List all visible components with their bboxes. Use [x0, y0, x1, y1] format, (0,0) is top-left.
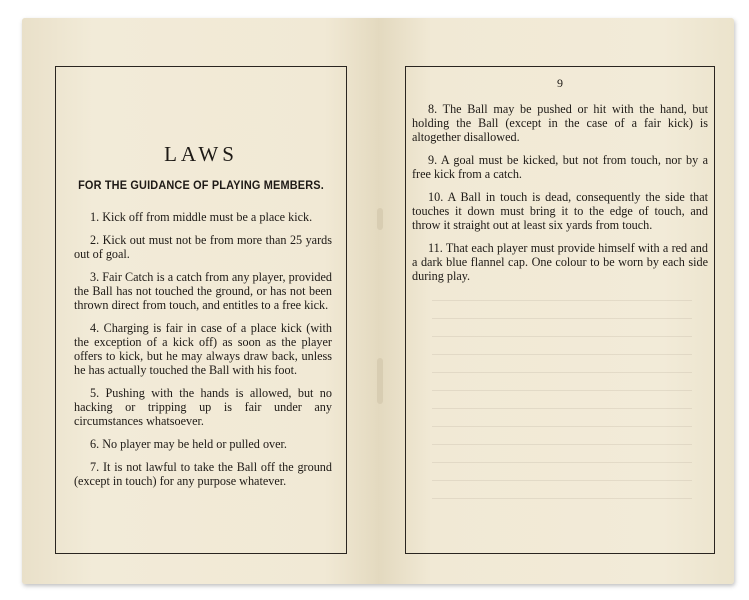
booklet [22, 18, 734, 584]
law-item: 1. Kick off from middle must be a place kick. [90, 210, 313, 224]
law-item: 7. It is not lawful to take the Ball off the ground (except in touch) for any purpose whatever. [74, 460, 332, 488]
law-item: 11. That each player must provide himself with a red and a dark blue flannel cap. One colour to be worn by each side during play. [412, 241, 708, 283]
right-laws-column [412, 102, 708, 292]
law-item: 8. The Ball may be pushed or hit with the hand, but holding the Ball (except in the case of a fair kick) is altogether disallowed. [412, 102, 708, 144]
law-item: 3. Fair Catch is a catch from any player, provided the Ball has not touched the ground, or has not been thrown direct from touch, and entitles to a free kick. [74, 270, 332, 312]
page-title: LAWS [164, 142, 238, 166]
law-item: 5. Pushing with the hands is allowed, but no hacking or tripping up is fair under any circumstances whatsoever. [74, 386, 332, 428]
law-item: 10. A Ball in touch is dead, consequently the side that touches it down must bring it to the edge of touch, and throw it straight out at least six yards from touch. [412, 190, 708, 232]
law-item: 9. A goal must be kicked, but not from touch, nor by a free kick from a catch. [412, 153, 708, 181]
law-item: 2. Kick out must not be from more than 25 yards out of goal. [74, 233, 332, 261]
left-laws-column [74, 210, 332, 497]
page-number: 9 [557, 76, 563, 90]
law-item: 4. Charging is fair in case of a place kick (with the exception of a kick off) as soon as the player offers to kick, but he may always draw back, unless he has actually touched the Ball with his foot. [74, 321, 332, 377]
law-item: 6. No player may be held or pulled over. [90, 437, 287, 451]
binding-stitch [377, 358, 383, 404]
binding-stitch [377, 208, 383, 230]
page-subtitle: FOR THE GUIDANCE OF PLAYING MEMBERS. [78, 178, 324, 192]
